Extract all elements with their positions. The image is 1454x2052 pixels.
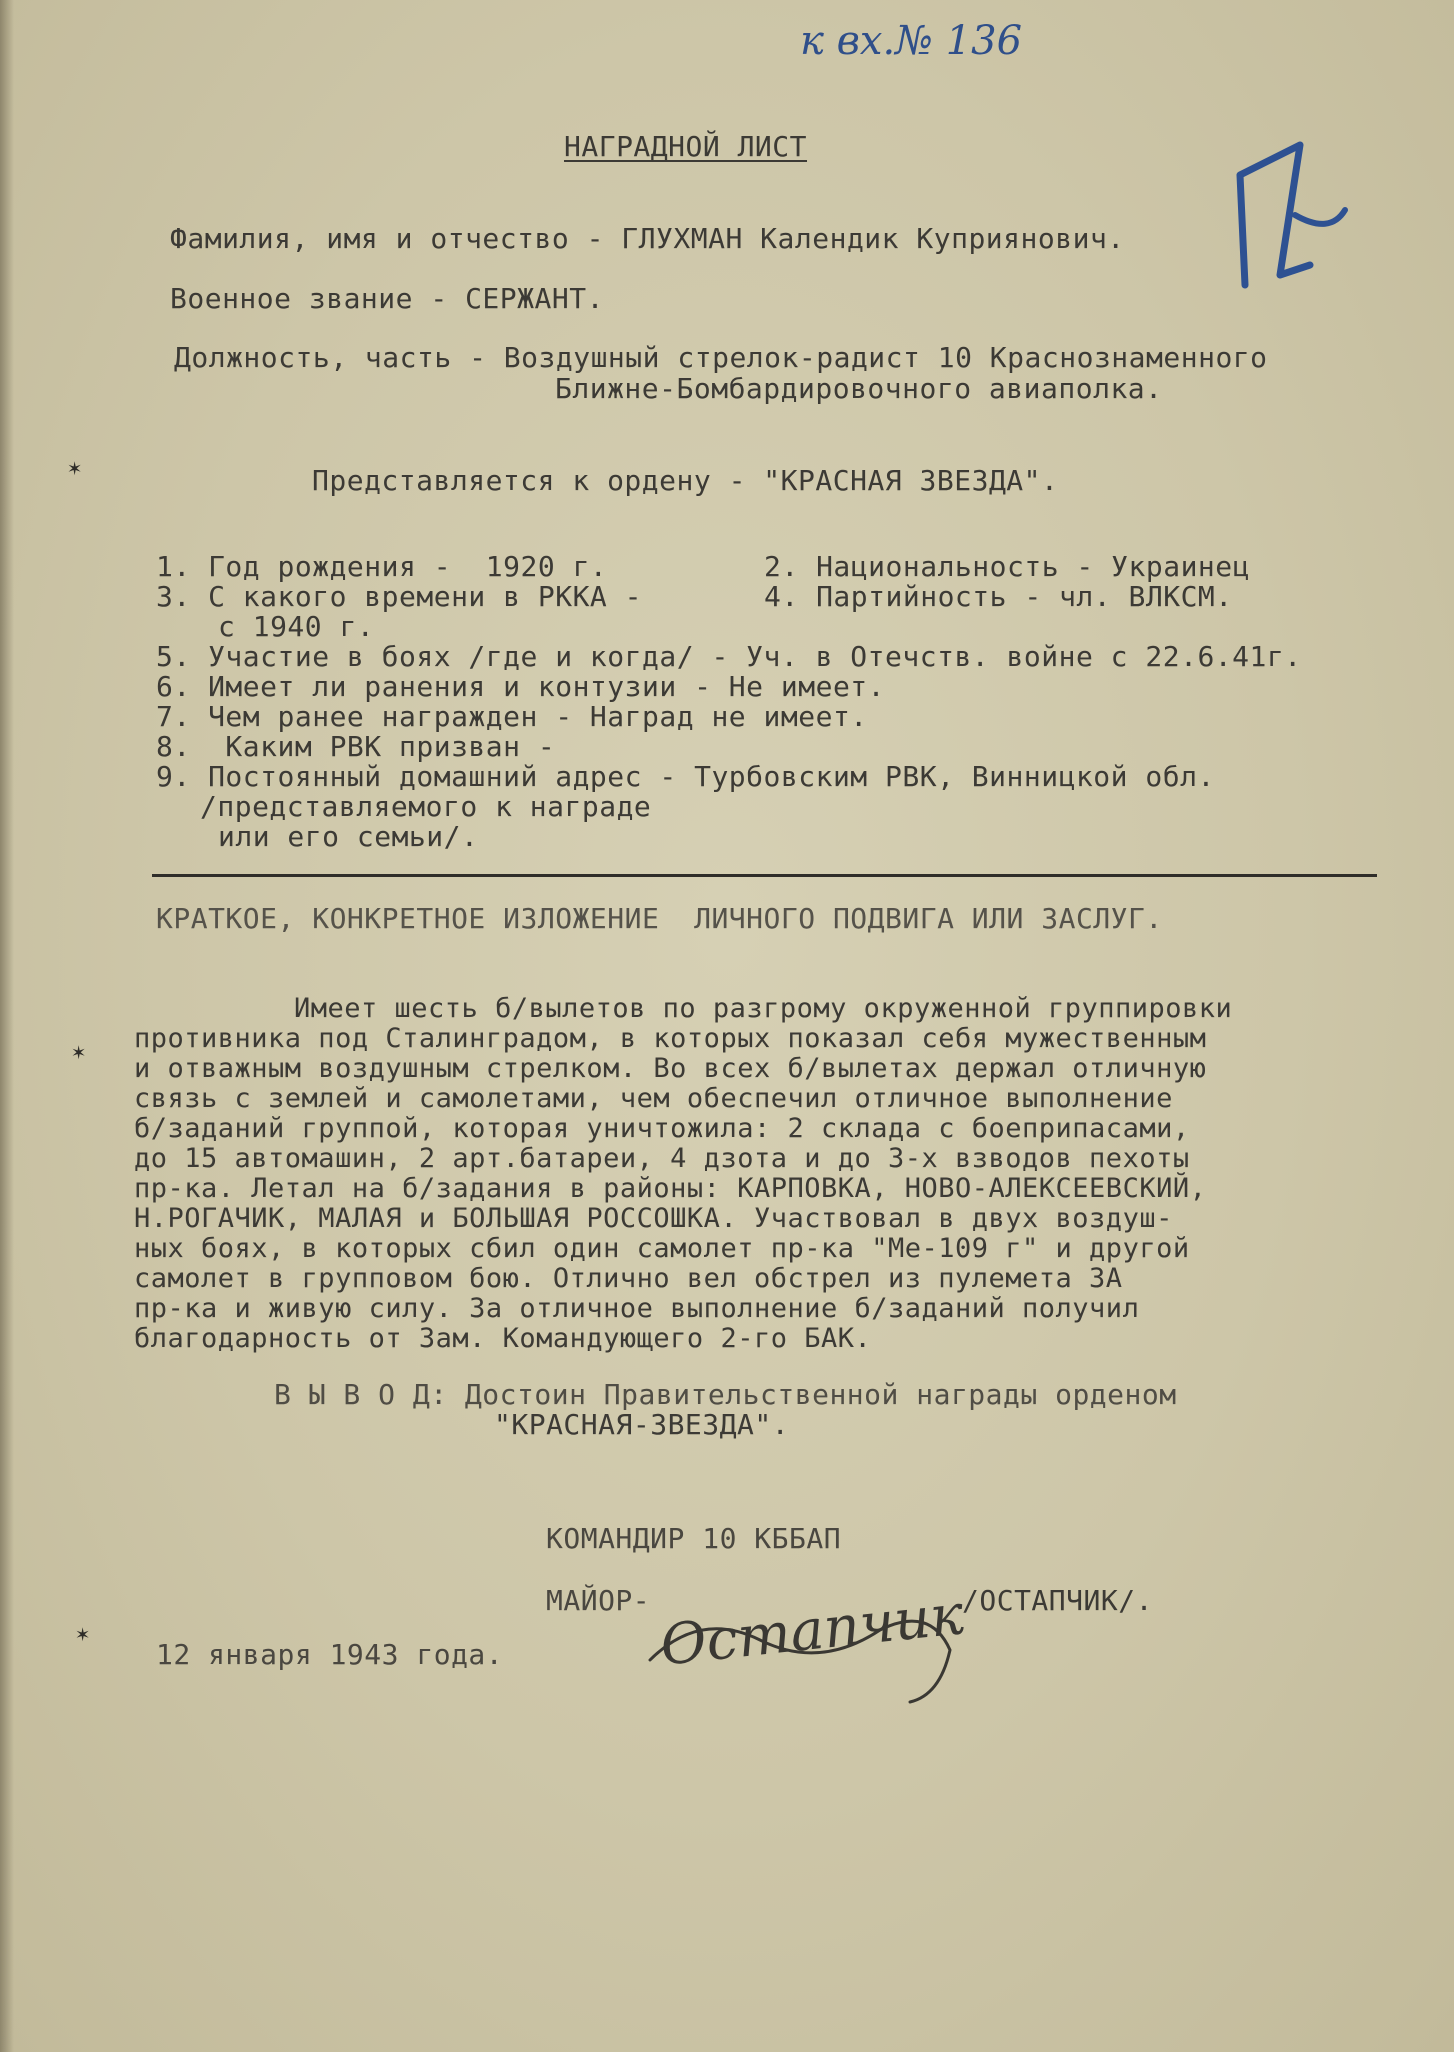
item-nationality: 2. Национальность - Украинец [764, 550, 1251, 583]
feat-line: противника под Сталинградом, в которых показал себя мужественным [134, 1023, 1207, 1054]
item-draft-office: 8. Каким РВК призван - [156, 730, 556, 763]
feat-line: Имеет шесть б/вылетов по разгрому окруженной группировки [294, 993, 1233, 1024]
item-combat-participation: 5. Участие в боях /где и когда/ - Уч. в Отечств. войне с 22.6.41г. [156, 640, 1302, 673]
signature-flourish [640, 1600, 970, 1710]
position-field-line2: Ближне-Бомбардировочного авиаполка. [555, 372, 1163, 405]
feat-line: Н.РОГАЧИК, МАЛАЯ и БОЛЬШАЯ РОССОШКА. Участвовал в двух воздуш- [134, 1203, 1173, 1234]
item-previous-awards: 7. Чем ранее награжден - Наград не имеет. [156, 700, 868, 733]
item-home-address: 9. Постоянный домашний адрес - Турбовским РВК, Винницкой обл. [156, 760, 1215, 793]
handwritten-blue-mark [1220, 115, 1350, 295]
section-divider [152, 874, 1377, 877]
conclusion-line2: "КРАСНАЯ-ЗВЕЗДА". [494, 1408, 790, 1441]
item-birth-year: 1. Год рождения - 1920 г. [156, 550, 608, 583]
position-field-line1: Должность, часть - Воздушный стрелок-радист 10 Краснознаменного [174, 341, 1268, 374]
commander-name: /ОСТАПЧИК/. [962, 1584, 1153, 1617]
military-rank-field: Военное звание - СЕРЖАНТ. [170, 282, 604, 315]
full-name-field: Фамилия, имя и отчество - ГЛУХМАН Календик Куприянович. [170, 222, 1125, 255]
item-wounds: 6. Имеет ли ранения и контузии - Не имеет. [156, 670, 886, 703]
feat-line: до 15 автомашин, 2 арт.батареи, 4 дзота и до 3-х взводов пехоты [134, 1143, 1190, 1174]
feat-line: пр-ка и живую силу. За отличное выполнение б/заданий получил [134, 1293, 1140, 1324]
handwritten-registry-note: к вх.№ 136 [800, 18, 1023, 64]
feat-line: и отважным воздушным стрелком. Во всех б/вылетах держал отличную [134, 1053, 1207, 1084]
item-home-address-note1: /представляемого к награде [200, 790, 652, 823]
commander-rank: МАЙОР- [546, 1584, 651, 1617]
conclusion-line1: В Ы В О Д: Достоин Правительственной награды орденом [274, 1378, 1177, 1411]
feat-line: благодарность от Зам. Командующего 2-го БАК. [134, 1323, 872, 1354]
margin-mark: ✶ [68, 456, 82, 481]
commander-title: КОМАНДИР 10 КББАП [546, 1522, 842, 1555]
feat-line: пр-ка. Летал на б/задания в районы: КАРПОВКА, НОВО-АЛЕКСЕЕВСКИЙ, [134, 1173, 1207, 1204]
nominated-for-order: Представляется к ордену - "КРАСНАЯ ЗВЕЗДА". [312, 464, 1059, 497]
margin-mark: ✶ [72, 1040, 86, 1065]
feat-line: б/заданий группой, которая уничтожила: 2 склада с боеприпасами, [134, 1113, 1190, 1144]
item-home-address-note2: или его семьи/. [218, 820, 479, 853]
commander-signature: Остапчик [657, 1582, 967, 1679]
feat-line: связь с землей и самолетами, чем обеспечил отличное выполнение [134, 1083, 1173, 1114]
sheet-date: 12 января 1943 года. [156, 1638, 504, 1671]
margin-mark: ✶ [76, 1622, 90, 1647]
item-service-since: 3. С какого времени в РККА - [156, 580, 643, 613]
page-title: НАГРАДНОЙ ЛИСТ [564, 130, 808, 163]
item-service-since-value: с 1940 г. [218, 610, 375, 643]
feat-line: самолет в групповом бою. Отлично вел обстрел из пулемета ЗА [134, 1263, 1123, 1294]
feat-line: ных боях, в которых сбил один самолет пр-ка "Ме-109 г" и другой [134, 1233, 1190, 1264]
page-edge [0, 0, 14, 2052]
item-party: 4. Партийность - чл. ВЛКСМ. [764, 580, 1233, 613]
feat-section-heading: КРАТКОЕ, КОНКРЕТНОЕ ИЗЛОЖЕНИЕ ЛИЧНОГО ПОДВИГА ИЛИ ЗАСЛУГ. [156, 902, 1163, 935]
